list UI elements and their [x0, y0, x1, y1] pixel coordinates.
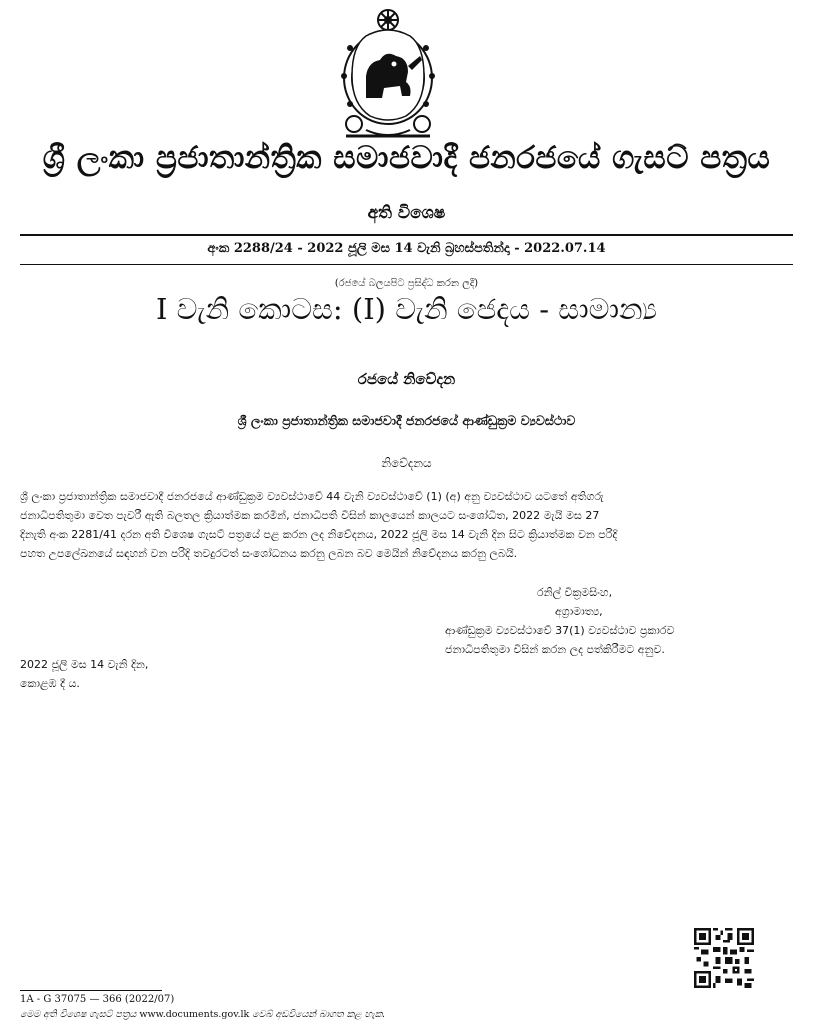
print-code: 1A - G 37075 — 366 (2022/07) [20, 994, 175, 1005]
constitution-heading: ශ්‍රී ලංකා ප්‍රජාතාන්ත්‍රික සමාජවාදී ජනරජයේ ආණ්ඩුක්‍රම ව්‍යවස්ථාව [237, 413, 576, 428]
gazette-title: ශ්‍රී ලංකා ප්‍රජාතාන්ත්‍රික සමාජවාදී ජනරජයේ ගැසට් පත්‍රය [42, 140, 771, 176]
bottom-rule [20, 264, 793, 265]
body-line: ජනාධිපතිතුමා වෙත පැවරී ඇති බලතල ක්‍රියාත්මක කරමින්, ජනාධිපති විසින් කාලයෙන් කාලයට සංශෝධිත, 2022 මැයි මස 27 [20, 509, 600, 522]
signatory-title: අග්‍රාමාත්‍ය, [555, 605, 603, 618]
coat-of-arms-emblem [336, 6, 440, 144]
download-note-prefix: මෙම අති විශෙෂ ගැසට් පත්‍රය [20, 1009, 137, 1020]
place-date-block [20, 655, 320, 693]
notification-body [20, 487, 793, 563]
qr-code-icon [694, 928, 754, 988]
body-line: දිනැති අංක 2281/41 දරන අති විශෙෂ ගැසට් පත්‍රයේ පළ කරන ලද නිවේදනය, 2022 ජූලි මස 14 වැනි දින සිට ක්‍රියාත්මක වන පරිදි [20, 528, 618, 541]
signatory-authority-line: ආණ්ඩුක්‍රම ව්‍යවස්ථාවේ 37(1) ව්‍යවස්ථාව ප්‍රකාරව [445, 624, 675, 637]
body-line: ශ්‍රී ලංකා ප්‍රජාතාන්ත්‍රික සමාජවාදී ජනරජයේ ආණ්ඩුක්‍රම ව්‍යවස්ථාවේ 44 වැනි ව්‍යවස්ථාවේ (1) (අ) අනු ව්‍යවස්ථාව යටතේ අතිගරු [20, 490, 604, 503]
edition-label: අති විශෙෂ [367, 203, 446, 223]
signatory-name: රනිල් වික්‍රමසිංහ, [537, 586, 613, 599]
issue-place: කොළඹ දී ය. [20, 677, 80, 690]
body-line: පහත උපලේඛනයේ සඳහන් වන පරිදි තවදුරටත් සංශෝධනය කරනු ලබන බව මෙයින් නිවේදනය කරනු ලබයි. [20, 547, 518, 560]
signature-block [445, 583, 785, 659]
top-rule [20, 234, 793, 236]
download-note [20, 1009, 385, 1020]
download-note-suffix: වෙබ් අඩවියෙන් බාගත කළ හැක. [252, 1009, 386, 1020]
authority-note: (රජයේ බලයපිට ප්‍රසිද්ධ කරන ලදී) [334, 278, 479, 289]
part-heading: I වැනි කොටස: (I) වැනි ජෙදය - සාමාන්‍ය [155, 292, 657, 326]
notice-label: නිවේදනය [381, 456, 432, 470]
notification-heading: රජයේ නිවේදන [357, 370, 456, 388]
issue-date: 2022 ජූලි මස 14 වැනි දින, [20, 658, 149, 671]
issue-line: අංක 2288/24 - 2022 ජූලි මස 14 වැනි බ්‍රහස්පතින්දා - 2022.07.14 [207, 241, 606, 256]
signatory-authority-line: ජනාධිපතිතුමා විසින් කරන ලද පත්කිරීමට අනුව. [445, 643, 665, 656]
footer-rule [20, 990, 162, 991]
website-link[interactable]: www.documents.gov.lk [139, 1009, 250, 1020]
